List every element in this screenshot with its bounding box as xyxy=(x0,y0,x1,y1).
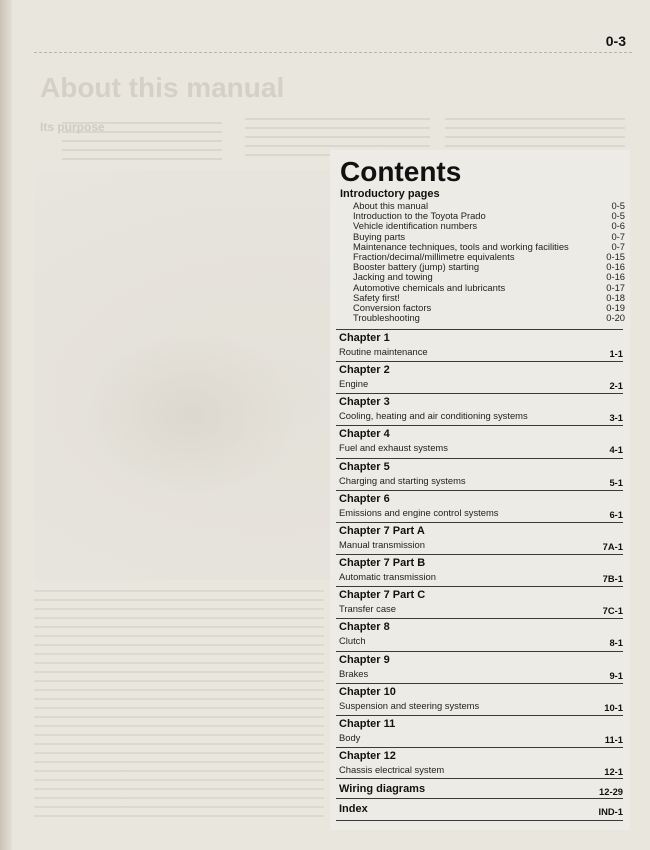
chapter-title: Chapter 10 xyxy=(339,685,396,698)
index-page: IND-1 xyxy=(598,806,623,817)
chapter-entry[interactable] xyxy=(336,393,623,426)
chapter-title: Chapter 2 xyxy=(339,364,390,377)
wiring-diagrams-title: Wiring diagrams xyxy=(339,783,426,795)
faded-text-column-1 xyxy=(62,122,222,162)
header-rule xyxy=(34,52,632,53)
chapter-title: Chapter 5 xyxy=(339,460,390,473)
chapter-entry[interactable] xyxy=(336,490,623,523)
page-binding-edge xyxy=(0,0,12,850)
chapter-entry[interactable] xyxy=(336,522,623,555)
chapter-entry[interactable] xyxy=(336,715,623,748)
chapter-subtitle: Cooling, heating and air conditioning systems xyxy=(339,410,528,422)
chapter-title: Chapter 11 xyxy=(339,717,396,730)
intro-item-page: 0-15 xyxy=(606,250,625,262)
chapter-title: Chapter 12 xyxy=(339,749,396,762)
chapter-entry[interactable] xyxy=(336,683,623,716)
intro-item-label: Maintenance techniques, tools and working facilities xyxy=(353,240,569,252)
chapter-page: 9-1 xyxy=(609,669,623,681)
chapter-subtitle: Brakes xyxy=(339,667,369,679)
contents-title: Contents xyxy=(340,156,462,187)
intro-item-label: Buying parts xyxy=(353,230,406,242)
intro-item-label: Fraction/decimal/millimetre equivalents xyxy=(353,250,515,262)
intro-item-label: Vehicle identification numbers xyxy=(353,220,478,232)
intro-item-page: 0-7 xyxy=(611,230,625,242)
intro-item[interactable] xyxy=(353,272,625,282)
chapter-page: 8-1 xyxy=(609,637,623,649)
faded-body-text xyxy=(34,590,324,820)
intro-item-label: Jacking and towing xyxy=(353,271,433,283)
chapter-page: 10-1 xyxy=(604,701,623,713)
chapter-title: Chapter 4 xyxy=(339,428,390,441)
chapter-entry[interactable] xyxy=(336,586,623,619)
chapter-title: Chapter 9 xyxy=(339,653,390,666)
chapter-entry[interactable] xyxy=(336,747,623,780)
index-title: Index xyxy=(339,803,368,815)
chapter-page: 4-1 xyxy=(609,444,623,456)
chapter-page: 7A-1 xyxy=(602,540,623,552)
chapter-subtitle: Manual transmission xyxy=(339,538,425,550)
chapter-title: Chapter 7 Part A xyxy=(339,524,425,537)
faded-background-heading: Its purpose xyxy=(40,120,105,134)
intro-item-label: Booster battery (jump) starting xyxy=(353,261,480,273)
wiring-diagrams-page: 12-29 xyxy=(599,786,623,797)
chapter-entry[interactable] xyxy=(336,329,623,362)
chapter-subtitle: Chassis electrical system xyxy=(339,763,445,775)
introductory-pages-list xyxy=(353,201,625,323)
faded-background-title: About this manual xyxy=(40,72,285,103)
chapter-entry[interactable] xyxy=(336,618,623,651)
intro-item-page: 0-5 xyxy=(611,200,625,211)
intro-item-label: Introduction to the Toyota Prado xyxy=(353,210,486,222)
intro-item[interactable] xyxy=(353,313,625,323)
chapter-entry[interactable] xyxy=(336,425,623,458)
chapter-subtitle: Emissions and engine control systems xyxy=(339,506,499,518)
chapter-page: 1-1 xyxy=(609,348,623,359)
chapter-subtitle: Clutch xyxy=(339,635,366,647)
faded-photo-shape xyxy=(80,330,300,500)
intro-item-page: 0-7 xyxy=(611,240,625,252)
contents-bottom-rule xyxy=(336,820,623,821)
chapter-page: 12-1 xyxy=(604,765,623,777)
chapter-title: Chapter 7 Part C xyxy=(339,589,426,602)
chapter-subtitle: Routine maintenance xyxy=(339,346,428,357)
chapter-title: Chapter 6 xyxy=(339,492,390,505)
intro-item-page: 0-17 xyxy=(606,281,625,293)
chapter-title: Chapter 8 xyxy=(339,621,390,634)
intro-item-page: 0-16 xyxy=(606,261,625,273)
chapter-subtitle: Fuel and exhaust systems xyxy=(339,442,448,454)
intro-item-page: 0-5 xyxy=(611,210,625,222)
chapter-page: 6-1 xyxy=(609,508,623,520)
chapter-title: Chapter 3 xyxy=(339,396,390,409)
chapter-entry[interactable] xyxy=(336,361,623,394)
introductory-pages-heading: Introductory pages xyxy=(340,188,440,200)
chapter-entry[interactable] xyxy=(336,458,623,491)
chapter-entry[interactable] xyxy=(336,651,623,684)
chapter-page: 5-1 xyxy=(609,476,623,488)
intro-item-label: Automotive chemicals and lubricants xyxy=(353,281,506,293)
chapter-subtitle: Suspension and steering systems xyxy=(339,699,480,711)
chapter-page: 7C-1 xyxy=(602,605,623,617)
intro-item-page: 0-6 xyxy=(611,220,625,232)
chapter-subtitle: Transfer case xyxy=(339,603,396,615)
page-number: 0-3 xyxy=(605,33,626,49)
intro-item-page: 0-19 xyxy=(606,301,625,313)
chapter-subtitle: Body xyxy=(339,731,361,743)
chapter-page: 11-1 xyxy=(604,733,623,745)
chapter-subtitle: Charging and starting systems xyxy=(339,474,466,486)
intro-item-label: Safety first! xyxy=(353,291,400,303)
chapter-subtitle: Engine xyxy=(339,378,369,390)
intro-item-label: About this manual xyxy=(353,200,429,211)
intro-item-page: 0-20 xyxy=(606,312,625,324)
intro-item-label: Troubleshooting xyxy=(353,312,420,324)
chapter-subtitle: Automatic transmission xyxy=(339,571,436,583)
chapter-page: 2-1 xyxy=(609,380,623,392)
chapter-title: Chapter 1 xyxy=(339,332,390,344)
intro-item-page: 0-18 xyxy=(606,291,625,303)
index-entry[interactable] xyxy=(336,798,623,821)
chapter-page: 7B-1 xyxy=(602,573,623,585)
intro-item-label: Conversion factors xyxy=(353,301,432,313)
chapter-page: 3-1 xyxy=(609,412,623,424)
chapter-title: Chapter 7 Part B xyxy=(339,557,426,570)
chapter-entry[interactable] xyxy=(336,554,623,587)
intro-item-page: 0-16 xyxy=(606,271,625,283)
